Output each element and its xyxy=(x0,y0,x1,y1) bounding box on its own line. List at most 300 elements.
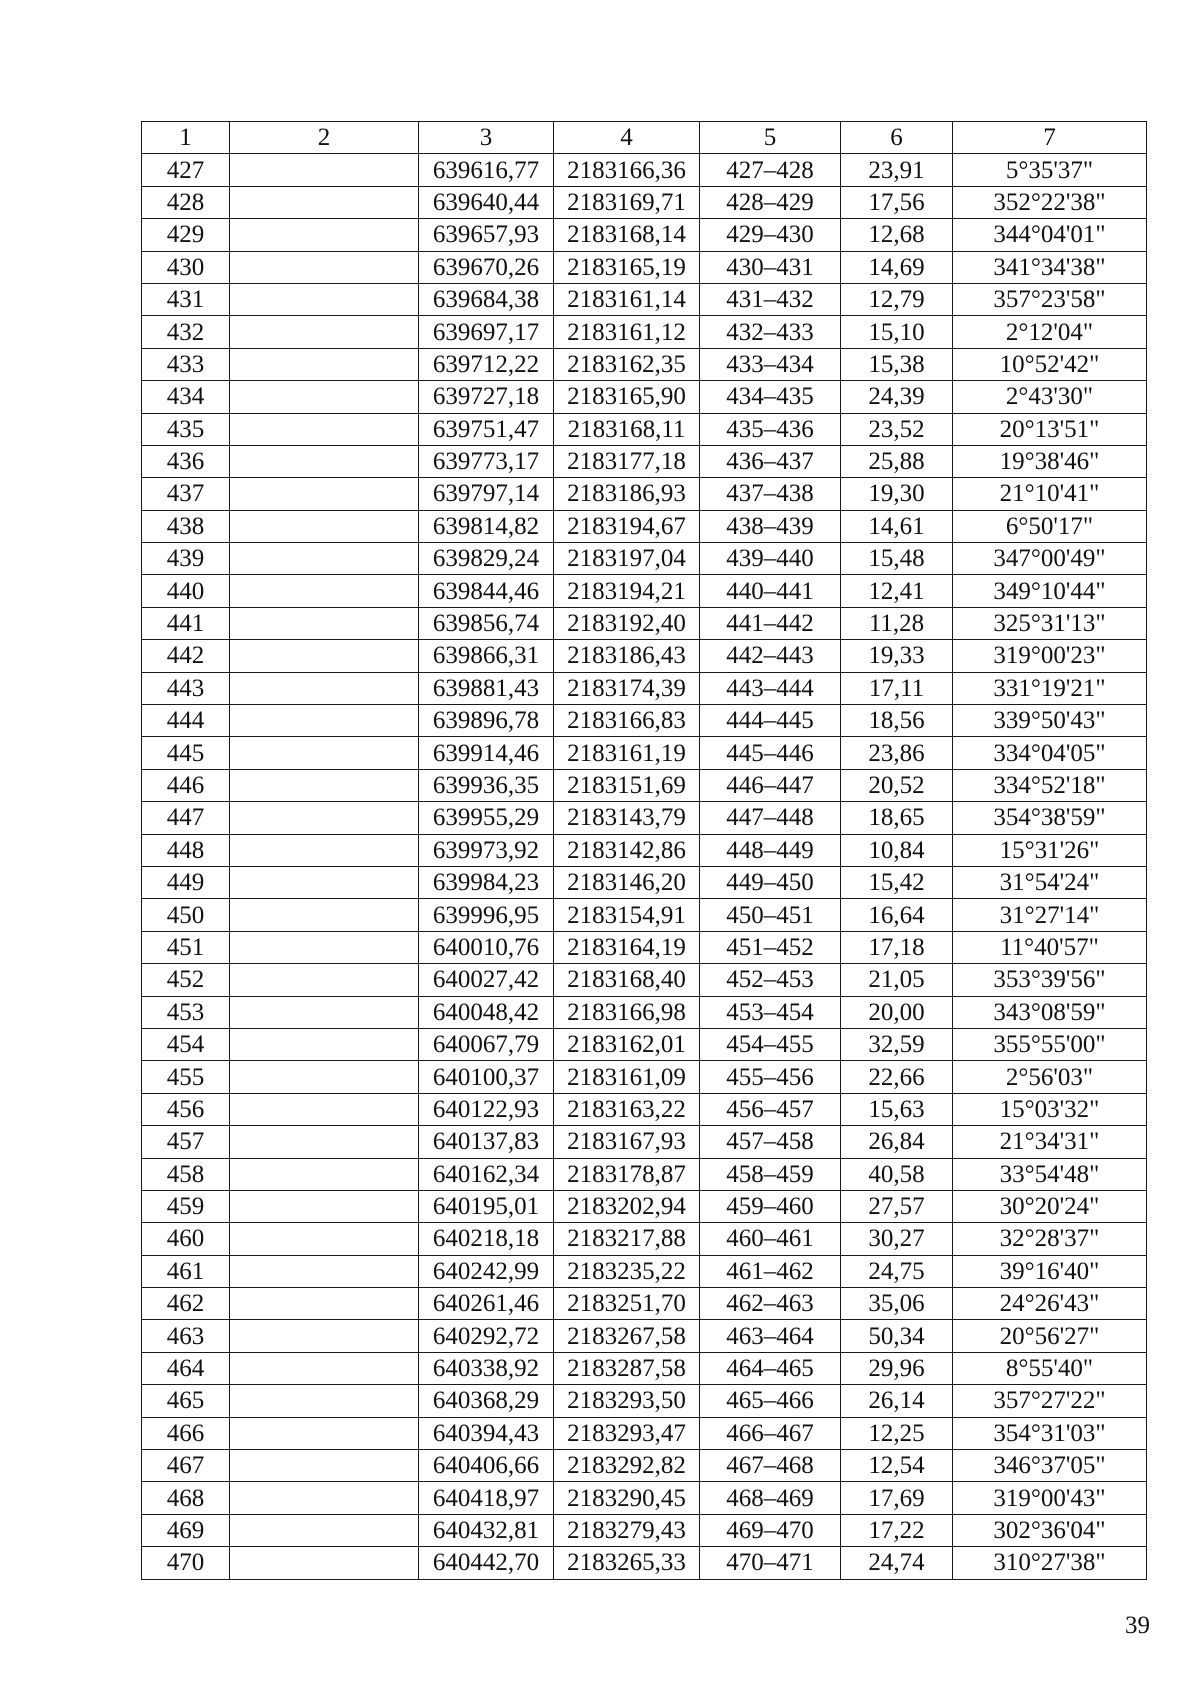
y-coordinate-cell: 2183166,98 xyxy=(554,996,700,1028)
column-2-cell xyxy=(230,834,419,866)
segment-cell: 456–457 xyxy=(700,1093,841,1125)
y-coordinate-cell: 2183290,45 xyxy=(554,1482,700,1514)
table-row xyxy=(142,251,1147,283)
table-row xyxy=(142,1028,1147,1060)
x-coordinate-cell: 639996,95 xyxy=(419,899,554,931)
point-number-cell: 441 xyxy=(142,607,230,639)
length-cell: 15,48 xyxy=(841,543,953,575)
column-2-cell xyxy=(230,1093,419,1125)
length-cell: 14,69 xyxy=(841,251,953,283)
column-2-cell xyxy=(230,445,419,477)
y-coordinate-cell: 2183167,93 xyxy=(554,1126,700,1158)
segment-cell: 441–442 xyxy=(700,607,841,639)
y-coordinate-cell: 2183293,50 xyxy=(554,1385,700,1417)
column-2-cell xyxy=(230,607,419,639)
length-cell: 12,68 xyxy=(841,219,953,251)
column-2-cell xyxy=(230,1417,419,1449)
bearing-cell: 331°19'21" xyxy=(953,672,1147,704)
column-2-cell xyxy=(230,1547,419,1579)
length-cell: 24,39 xyxy=(841,381,953,413)
point-number-cell: 466 xyxy=(142,1417,230,1449)
segment-cell: 442–443 xyxy=(700,640,841,672)
column-2-cell xyxy=(230,1514,419,1546)
length-cell: 10,84 xyxy=(841,834,953,866)
column-2-cell xyxy=(230,316,419,348)
length-cell: 24,74 xyxy=(841,1547,953,1579)
segment-cell: 437–438 xyxy=(700,478,841,510)
length-cell: 18,56 xyxy=(841,705,953,737)
x-coordinate-cell: 639984,23 xyxy=(419,866,554,898)
segment-cell: 438–439 xyxy=(700,510,841,542)
table-row xyxy=(142,1158,1147,1190)
table-row xyxy=(142,478,1147,510)
point-number-cell: 457 xyxy=(142,1126,230,1158)
x-coordinate-cell: 640418,97 xyxy=(419,1482,554,1514)
bearing-cell: 353°39'56" xyxy=(953,964,1147,996)
segment-cell: 470–471 xyxy=(700,1547,841,1579)
bearing-cell: 343°08'59" xyxy=(953,996,1147,1028)
bearing-cell: 334°04'05" xyxy=(953,737,1147,769)
x-coordinate-cell: 640067,79 xyxy=(419,1028,554,1060)
segment-cell: 434–435 xyxy=(700,381,841,413)
table-row xyxy=(142,1547,1147,1579)
y-coordinate-cell: 2183194,67 xyxy=(554,510,700,542)
table-row xyxy=(142,1288,1147,1320)
length-cell: 23,91 xyxy=(841,154,953,186)
segment-cell: 443–444 xyxy=(700,672,841,704)
point-number-cell: 434 xyxy=(142,381,230,413)
column-2-cell xyxy=(230,705,419,737)
length-cell: 23,52 xyxy=(841,413,953,445)
table-row xyxy=(142,154,1147,186)
length-cell: 15,63 xyxy=(841,1093,953,1125)
x-coordinate-cell: 639616,77 xyxy=(419,154,554,186)
column-2-cell xyxy=(230,1320,419,1352)
column-2-cell xyxy=(230,931,419,963)
table-row xyxy=(142,348,1147,380)
table-row xyxy=(142,866,1147,898)
bearing-cell: 2°43'30" xyxy=(953,381,1147,413)
y-coordinate-cell: 2183293,47 xyxy=(554,1417,700,1449)
point-number-cell: 461 xyxy=(142,1255,230,1287)
length-cell: 20,52 xyxy=(841,769,953,801)
table-row xyxy=(142,737,1147,769)
point-number-cell: 452 xyxy=(142,964,230,996)
bearing-cell: 357°27'22" xyxy=(953,1385,1147,1417)
table-row xyxy=(142,316,1147,348)
point-number-cell: 456 xyxy=(142,1093,230,1125)
x-coordinate-cell: 639712,22 xyxy=(419,348,554,380)
bearing-cell: 32°28'37" xyxy=(953,1223,1147,1255)
segment-cell: 447–448 xyxy=(700,802,841,834)
segment-cell: 459–460 xyxy=(700,1190,841,1222)
length-cell: 26,14 xyxy=(841,1385,953,1417)
x-coordinate-cell: 640048,42 xyxy=(419,996,554,1028)
segment-cell: 428–429 xyxy=(700,186,841,218)
table-row xyxy=(142,1190,1147,1222)
bearing-cell: 302°36'04" xyxy=(953,1514,1147,1546)
bearing-cell: 6°50'17" xyxy=(953,510,1147,542)
y-coordinate-cell: 2183267,58 xyxy=(554,1320,700,1352)
point-number-cell: 433 xyxy=(142,348,230,380)
x-coordinate-cell: 639773,17 xyxy=(419,445,554,477)
column-2-cell xyxy=(230,1482,419,1514)
table-header xyxy=(142,122,1147,154)
segment-cell: 463–464 xyxy=(700,1320,841,1352)
segment-cell: 454–455 xyxy=(700,1028,841,1060)
column-header: 4 xyxy=(554,122,700,154)
table-row xyxy=(142,769,1147,801)
table-row xyxy=(142,964,1147,996)
x-coordinate-cell: 639973,92 xyxy=(419,834,554,866)
column-2-cell xyxy=(230,964,419,996)
table-row xyxy=(142,1255,1147,1287)
point-number-cell: 428 xyxy=(142,186,230,218)
point-number-cell: 439 xyxy=(142,543,230,575)
table-row xyxy=(142,1514,1147,1546)
length-cell: 11,28 xyxy=(841,607,953,639)
y-coordinate-cell: 2183142,86 xyxy=(554,834,700,866)
point-number-cell: 454 xyxy=(142,1028,230,1060)
segment-cell: 444–445 xyxy=(700,705,841,737)
table-row xyxy=(142,672,1147,704)
y-coordinate-cell: 2183165,19 xyxy=(554,251,700,283)
point-number-cell: 464 xyxy=(142,1352,230,1384)
column-2-cell xyxy=(230,413,419,445)
length-cell: 18,65 xyxy=(841,802,953,834)
column-2-cell xyxy=(230,769,419,801)
y-coordinate-cell: 2183163,22 xyxy=(554,1093,700,1125)
point-number-cell: 446 xyxy=(142,769,230,801)
column-2-cell xyxy=(230,348,419,380)
x-coordinate-cell: 640122,93 xyxy=(419,1093,554,1125)
bearing-cell: 344°04'01" xyxy=(953,219,1147,251)
y-coordinate-cell: 2183251,70 xyxy=(554,1288,700,1320)
point-number-cell: 436 xyxy=(142,445,230,477)
length-cell: 19,30 xyxy=(841,478,953,510)
point-number-cell: 450 xyxy=(142,899,230,931)
point-number-cell: 442 xyxy=(142,640,230,672)
length-cell: 12,25 xyxy=(841,1417,953,1449)
column-header: 6 xyxy=(841,122,953,154)
length-cell: 22,66 xyxy=(841,1061,953,1093)
length-cell: 16,64 xyxy=(841,899,953,931)
x-coordinate-cell: 639751,47 xyxy=(419,413,554,445)
table-row xyxy=(142,283,1147,315)
length-cell: 30,27 xyxy=(841,1223,953,1255)
y-coordinate-cell: 2183287,58 xyxy=(554,1352,700,1384)
table-body xyxy=(142,154,1147,1579)
y-coordinate-cell: 2183197,04 xyxy=(554,543,700,575)
y-coordinate-cell: 2183169,71 xyxy=(554,186,700,218)
segment-cell: 468–469 xyxy=(700,1482,841,1514)
column-2-cell xyxy=(230,1158,419,1190)
segment-cell: 446–447 xyxy=(700,769,841,801)
segment-cell: 460–461 xyxy=(700,1223,841,1255)
column-header: 2 xyxy=(230,122,419,154)
segment-cell: 440–441 xyxy=(700,575,841,607)
bearing-cell: 357°23'58" xyxy=(953,283,1147,315)
x-coordinate-cell: 640406,66 xyxy=(419,1450,554,1482)
length-cell: 27,57 xyxy=(841,1190,953,1222)
column-header: 3 xyxy=(419,122,554,154)
bearing-cell: 5°35'37" xyxy=(953,154,1147,186)
y-coordinate-cell: 2183186,43 xyxy=(554,640,700,672)
segment-cell: 466–467 xyxy=(700,1417,841,1449)
table-row xyxy=(142,1223,1147,1255)
column-2-cell xyxy=(230,575,419,607)
segment-cell: 445–446 xyxy=(700,737,841,769)
bearing-cell: 31°54'24" xyxy=(953,866,1147,898)
point-number-cell: 437 xyxy=(142,478,230,510)
y-coordinate-cell: 2183168,11 xyxy=(554,413,700,445)
x-coordinate-cell: 640242,99 xyxy=(419,1255,554,1287)
segment-cell: 467–468 xyxy=(700,1450,841,1482)
length-cell: 25,88 xyxy=(841,445,953,477)
segment-cell: 448–449 xyxy=(700,834,841,866)
segment-cell: 439–440 xyxy=(700,543,841,575)
column-header: 7 xyxy=(953,122,1147,154)
column-2-cell xyxy=(230,996,419,1028)
column-2-cell xyxy=(230,251,419,283)
bearing-cell: 8°55'40" xyxy=(953,1352,1147,1384)
x-coordinate-cell: 639797,14 xyxy=(419,478,554,510)
column-2-cell xyxy=(230,640,419,672)
length-cell: 32,59 xyxy=(841,1028,953,1060)
table-row xyxy=(142,802,1147,834)
y-coordinate-cell: 2183146,20 xyxy=(554,866,700,898)
x-coordinate-cell: 640442,70 xyxy=(419,1547,554,1579)
segment-cell: 465–466 xyxy=(700,1385,841,1417)
length-cell: 15,10 xyxy=(841,316,953,348)
table-row xyxy=(142,899,1147,931)
y-coordinate-cell: 2183165,90 xyxy=(554,381,700,413)
segment-cell: 464–465 xyxy=(700,1352,841,1384)
table-row xyxy=(142,186,1147,218)
bearing-cell: 21°10'41" xyxy=(953,478,1147,510)
y-coordinate-cell: 2183162,35 xyxy=(554,348,700,380)
length-cell: 17,18 xyxy=(841,931,953,963)
bearing-cell: 355°55'00" xyxy=(953,1028,1147,1060)
point-number-cell: 458 xyxy=(142,1158,230,1190)
bearing-cell: 325°31'13" xyxy=(953,607,1147,639)
point-number-cell: 448 xyxy=(142,834,230,866)
x-coordinate-cell: 640368,29 xyxy=(419,1385,554,1417)
y-coordinate-cell: 2183151,69 xyxy=(554,769,700,801)
point-number-cell: 468 xyxy=(142,1482,230,1514)
x-coordinate-cell: 639657,93 xyxy=(419,219,554,251)
x-coordinate-cell: 639670,26 xyxy=(419,251,554,283)
point-number-cell: 447 xyxy=(142,802,230,834)
point-number-cell: 469 xyxy=(142,1514,230,1546)
length-cell: 50,34 xyxy=(841,1320,953,1352)
length-cell: 12,41 xyxy=(841,575,953,607)
column-2-cell xyxy=(230,1450,419,1482)
point-number-cell: 432 xyxy=(142,316,230,348)
point-number-cell: 438 xyxy=(142,510,230,542)
table-row xyxy=(142,1450,1147,1482)
x-coordinate-cell: 640027,42 xyxy=(419,964,554,996)
x-coordinate-cell: 640394,43 xyxy=(419,1417,554,1449)
length-cell: 29,96 xyxy=(841,1352,953,1384)
column-header: 5 xyxy=(700,122,841,154)
point-number-cell: 443 xyxy=(142,672,230,704)
table-row xyxy=(142,931,1147,963)
x-coordinate-cell: 640137,83 xyxy=(419,1126,554,1158)
y-coordinate-cell: 2183279,43 xyxy=(554,1514,700,1546)
y-coordinate-cell: 2183164,19 xyxy=(554,931,700,963)
bearing-cell: 20°13'51" xyxy=(953,413,1147,445)
segment-cell: 431–432 xyxy=(700,283,841,315)
table-row xyxy=(142,1352,1147,1384)
point-number-cell: 465 xyxy=(142,1385,230,1417)
table-row xyxy=(142,1482,1147,1514)
column-2-cell xyxy=(230,1352,419,1384)
y-coordinate-cell: 2183143,79 xyxy=(554,802,700,834)
x-coordinate-cell: 639640,44 xyxy=(419,186,554,218)
table-row xyxy=(142,1061,1147,1093)
segment-cell: 452–453 xyxy=(700,964,841,996)
page-number: 39 xyxy=(1125,1612,1150,1639)
bearing-cell: 354°31'03" xyxy=(953,1417,1147,1449)
segment-cell: 436–437 xyxy=(700,445,841,477)
table-row xyxy=(142,1385,1147,1417)
table-row xyxy=(142,1320,1147,1352)
segment-cell: 453–454 xyxy=(700,996,841,1028)
segment-cell: 455–456 xyxy=(700,1061,841,1093)
x-coordinate-cell: 640162,34 xyxy=(419,1158,554,1190)
table-row xyxy=(142,510,1147,542)
bearing-cell: 33°54'48" xyxy=(953,1158,1147,1190)
point-number-cell: 451 xyxy=(142,931,230,963)
point-number-cell: 467 xyxy=(142,1450,230,1482)
column-2-cell xyxy=(230,737,419,769)
column-2-cell xyxy=(230,672,419,704)
table-row xyxy=(142,543,1147,575)
y-coordinate-cell: 2183265,33 xyxy=(554,1547,700,1579)
y-coordinate-cell: 2183168,14 xyxy=(554,219,700,251)
bearing-cell: 319°00'43" xyxy=(953,1482,1147,1514)
length-cell: 21,05 xyxy=(841,964,953,996)
y-coordinate-cell: 2183162,01 xyxy=(554,1028,700,1060)
x-coordinate-cell: 639829,24 xyxy=(419,543,554,575)
point-number-cell: 460 xyxy=(142,1223,230,1255)
length-cell: 17,11 xyxy=(841,672,953,704)
point-number-cell: 459 xyxy=(142,1190,230,1222)
bearing-cell: 21°34'31" xyxy=(953,1126,1147,1158)
x-coordinate-cell: 640100,37 xyxy=(419,1061,554,1093)
column-2-cell xyxy=(230,1223,419,1255)
point-number-cell: 470 xyxy=(142,1547,230,1579)
y-coordinate-cell: 2183217,88 xyxy=(554,1223,700,1255)
bearing-cell: 39°16'40" xyxy=(953,1255,1147,1287)
bearing-cell: 10°52'42" xyxy=(953,348,1147,380)
bearing-cell: 2°12'04" xyxy=(953,316,1147,348)
column-2-cell xyxy=(230,478,419,510)
table-row xyxy=(142,705,1147,737)
segment-cell: 462–463 xyxy=(700,1288,841,1320)
column-2-cell xyxy=(230,154,419,186)
table-row xyxy=(142,996,1147,1028)
x-coordinate-cell: 639684,38 xyxy=(419,283,554,315)
segment-cell: 461–462 xyxy=(700,1255,841,1287)
x-coordinate-cell: 640195,01 xyxy=(419,1190,554,1222)
x-coordinate-cell: 640010,76 xyxy=(419,931,554,963)
coordinates-table xyxy=(141,121,1147,1580)
segment-cell: 449–450 xyxy=(700,866,841,898)
point-number-cell: 430 xyxy=(142,251,230,283)
table-row xyxy=(142,219,1147,251)
y-coordinate-cell: 2183166,36 xyxy=(554,154,700,186)
point-number-cell: 455 xyxy=(142,1061,230,1093)
length-cell: 19,33 xyxy=(841,640,953,672)
x-coordinate-cell: 639881,43 xyxy=(419,672,554,704)
point-number-cell: 444 xyxy=(142,705,230,737)
length-cell: 15,42 xyxy=(841,866,953,898)
table-row xyxy=(142,575,1147,607)
point-number-cell: 429 xyxy=(142,219,230,251)
bearing-cell: 354°38'59" xyxy=(953,802,1147,834)
length-cell: 12,79 xyxy=(841,283,953,315)
x-coordinate-cell: 639814,82 xyxy=(419,510,554,542)
table-row xyxy=(142,413,1147,445)
point-number-cell: 453 xyxy=(142,996,230,1028)
segment-cell: 469–470 xyxy=(700,1514,841,1546)
table-row xyxy=(142,1126,1147,1158)
column-2-cell xyxy=(230,186,419,218)
x-coordinate-cell: 639936,35 xyxy=(419,769,554,801)
length-cell: 20,00 xyxy=(841,996,953,1028)
bearing-cell: 2°56'03" xyxy=(953,1061,1147,1093)
x-coordinate-cell: 640292,72 xyxy=(419,1320,554,1352)
point-number-cell: 440 xyxy=(142,575,230,607)
y-coordinate-cell: 2183194,21 xyxy=(554,575,700,607)
x-coordinate-cell: 639866,31 xyxy=(419,640,554,672)
bearing-cell: 334°52'18" xyxy=(953,769,1147,801)
segment-cell: 451–452 xyxy=(700,931,841,963)
header-row xyxy=(142,122,1147,154)
bearing-cell: 15°03'32" xyxy=(953,1093,1147,1125)
table-row xyxy=(142,640,1147,672)
column-2-cell xyxy=(230,866,419,898)
x-coordinate-cell: 639856,74 xyxy=(419,607,554,639)
bearing-cell: 352°22'38" xyxy=(953,186,1147,218)
column-2-cell xyxy=(230,1028,419,1060)
length-cell: 15,38 xyxy=(841,348,953,380)
y-coordinate-cell: 2183177,18 xyxy=(554,445,700,477)
length-cell: 23,86 xyxy=(841,737,953,769)
bearing-cell: 15°31'26" xyxy=(953,834,1147,866)
bearing-cell: 24°26'43" xyxy=(953,1288,1147,1320)
length-cell: 12,54 xyxy=(841,1450,953,1482)
point-number-cell: 463 xyxy=(142,1320,230,1352)
column-2-cell xyxy=(230,1385,419,1417)
x-coordinate-cell: 639896,78 xyxy=(419,705,554,737)
y-coordinate-cell: 2183161,14 xyxy=(554,283,700,315)
segment-cell: 432–433 xyxy=(700,316,841,348)
bearing-cell: 347°00'49" xyxy=(953,543,1147,575)
column-2-cell xyxy=(230,543,419,575)
point-number-cell: 462 xyxy=(142,1288,230,1320)
table-row xyxy=(142,381,1147,413)
bearing-cell: 11°40'57" xyxy=(953,931,1147,963)
length-cell: 17,56 xyxy=(841,186,953,218)
y-coordinate-cell: 2183154,91 xyxy=(554,899,700,931)
point-number-cell: 435 xyxy=(142,413,230,445)
bearing-cell: 30°20'24" xyxy=(953,1190,1147,1222)
length-cell: 24,75 xyxy=(841,1255,953,1287)
table-row xyxy=(142,445,1147,477)
